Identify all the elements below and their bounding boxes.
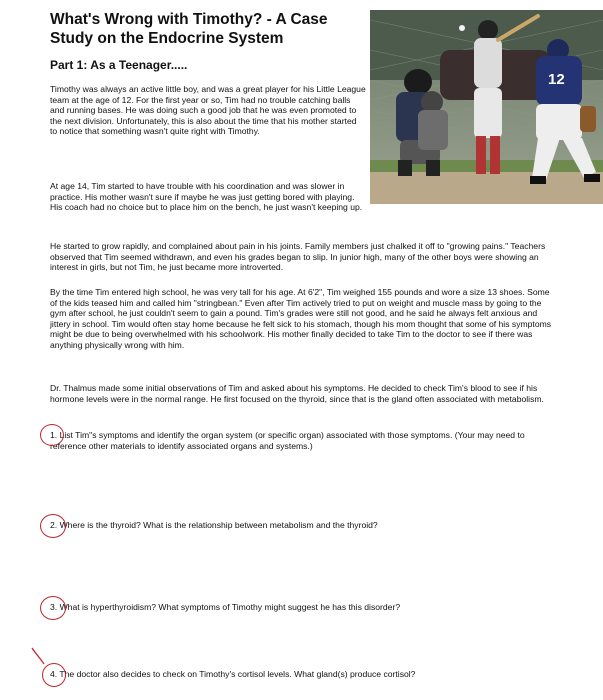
question-4: [50, 669, 558, 680]
question-2: [50, 520, 558, 531]
annotation-circle-icon: [40, 596, 66, 620]
paragraph-doctor: Dr. Thalmus made some initial observations of Tim and asked about his symptoms. He decided to check Tim's blood to see if his hormone levels were in the normal range. He first focused on the thyroid, since that is the gland often associated with metabolism.: [50, 383, 544, 404]
annotation-circle-icon: [42, 663, 66, 687]
baseball-photo: [370, 10, 603, 204]
annotation-circle-icon: [40, 424, 64, 446]
paragraph-intro: Timothy was always an active little boy, and was a great player for his Little League team at the age of 12. For the first year or so, Tim had no trouble catching balls and running bases. He was doing such a good job that he was even promoted to the next division. Unfortunately, this is also about the time that his mother started to notice that something wasn't quite right with Timothy.: [50, 84, 366, 137]
question-text: What is hyperthyroidism? What symptoms of Timothy might suggest he has this disorder?: [59, 602, 401, 612]
question-text: Where is the thyroid? What is the relationship between metabolism and the thyroid?: [59, 520, 378, 530]
question-3: [50, 602, 558, 613]
question-1: [50, 430, 558, 451]
question-number: 3.: [50, 602, 58, 612]
paragraph-high-school: By the time Tim entered high school, he was very tall for his age. At 6'2", Tim weighed 155 pounds and wore a size 13 shoes. Some of the kids teased him and called him "stringbean." Even after Tim actively tried to put on weight and muscle mass by going to the gym after school, he just couldn't seem to gain a pound. Tim's grades were still not good, and he said he always felt anxious and jittery in school. Tim would often stay home because he felt sick to his stomach, though his mom thought that some of his symptoms might be due to being overwhelmed with his schoolwork. His mother finally decided to take Tim to the doctor to see if there was anything physically wrong with him.: [50, 287, 552, 350]
question-number: 1.: [50, 430, 58, 440]
question-number: 2.: [50, 520, 58, 530]
annotation-checkmark-icon: [30, 646, 52, 666]
page-title: What's Wrong with Timothy? - A Case Study on the Endocrine System: [50, 11, 328, 47]
question-text: The doctor also decides to check on Timothy's cortisol levels. What gland(s) produce cortisol?: [59, 669, 416, 679]
jersey-number: 12: [548, 71, 565, 88]
annotation-circle-icon: [40, 514, 66, 538]
paragraph-age-14: At age 14, Tim started to have trouble with his coordination and was slower in practice. His mother wasn't sure if maybe he was just getting bored with playing. His coach had no choice but to place him on the bench, he just wasn't keeping up.: [50, 181, 363, 213]
part-heading: Part 1: As a Teenager.....: [50, 58, 188, 72]
question-text: List Tim"s symptoms and identify the organ system (or specific organ) associated with those symptoms. (Your may need to reference other materials to identify associated organs and systems.): [50, 430, 525, 451]
question-number: 4.: [50, 669, 58, 679]
paragraph-growth: He started to grow rapidly, and complained about pain in his joints. Family members just chalked it off to "growing pains." Teachers observed that Tim seemed withdrawn, and even his grades began to slip. In junior high, many of the other boys were showing an interest in girls, but not Tim, he just became more introverted.: [50, 241, 546, 273]
